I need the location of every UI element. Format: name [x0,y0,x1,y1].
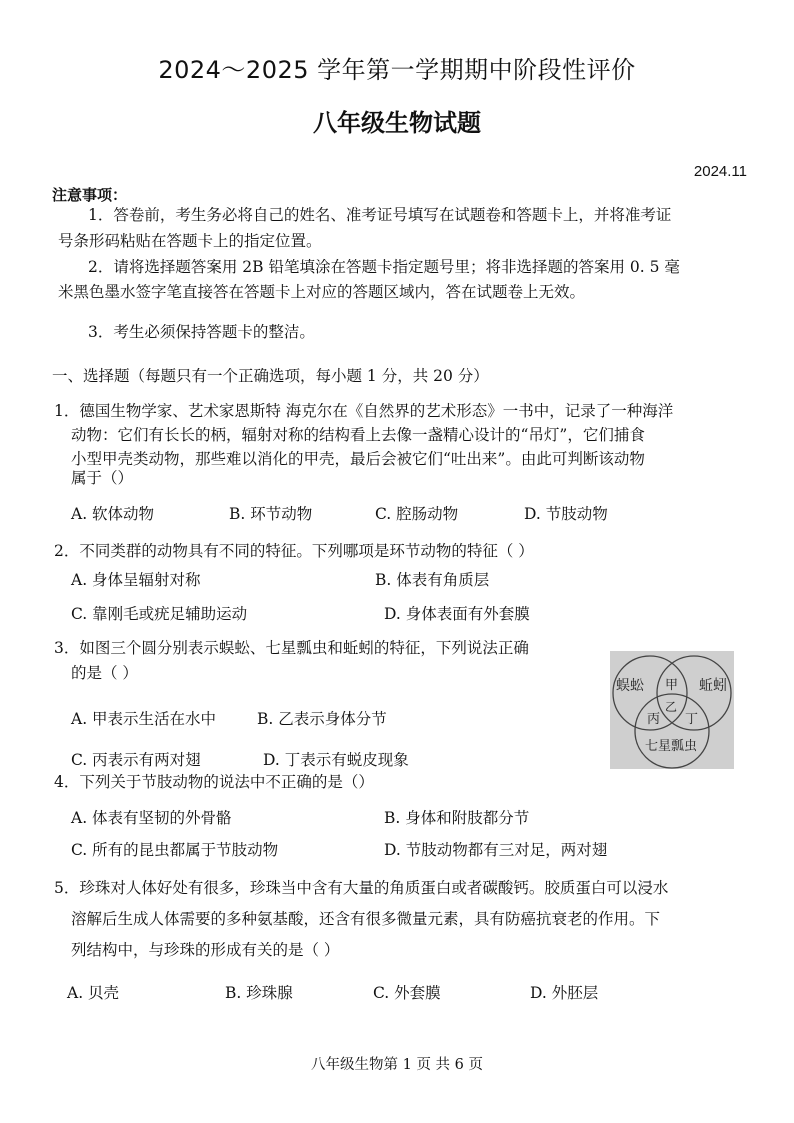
q3-line-2: 的是（ ） [71,664,138,682]
page-footer: 八年级生物第 1 页 共 6 页 [311,1057,483,1073]
venn-region-bing: 丙 [647,712,661,727]
q4-option-a: A. 体表有坚韧的外骨骼 [71,809,232,827]
notice-item-1-line-1: 1．答卷前，考生务必将自己的姓名、准考证号填写在试题卷和答题卡上，并将准考证 [88,206,672,224]
q2-option-c: C. 靠刚毛或疣足辅助运动 [71,605,248,623]
notice-heading: 注意事项： [52,186,128,204]
q3-option-d: D. 丁表示有蜕皮现象 [263,751,409,769]
q1-line-3: 小型甲壳类动物，那些难以消化的甲壳，最后会被它们“吐出来”。由此可判断该动物 [71,450,645,468]
section-1-heading: 一、选择题（每题只有一个正确选项，每小题 1 分，共 20 分） [52,367,489,385]
q3-option-c: C. 丙表示有两对翅 [71,751,201,769]
q3-option-b: B. 乙表示身体分节 [257,710,387,728]
q1-option-d: D. 节肢动物 [524,505,608,523]
notice-item-1-line-2: 号条形码粘贴在答题卡上的指定位置。 [58,232,322,250]
q1-option-a: A. 软体动物 [71,505,155,523]
q4-line-1: 4．下列关于节肢动物的说法中不正确的是（） [54,773,374,791]
exam-date: 2024.11 [693,163,747,180]
exam-title: 2024～2025 学年第一学期期中阶段性评价 [158,56,636,84]
q2-line-1: 2．不同类群的动物具有不同的特征。下列哪项是环节动物的特征（ ） [54,542,534,560]
exam-subtitle: 八年级生物试题 [313,109,481,137]
venn-region-ding: 丁 [685,712,699,727]
venn-label-right: 蚯蚓 [699,678,727,694]
q5-option-a: A. 贝壳 [67,984,120,1002]
q5-line-3: 列结构中，与珍珠的形成有关的是（ ） [71,941,340,959]
venn-label-left: 蜈蚣 [616,678,644,694]
q3-option-a: A. 甲表示生活在水中 [71,710,217,728]
notice-item-3: 3．考生必须保持答题卡的整洁。 [88,323,315,341]
q5-line-1: 5．珍珠对人体好处有很多，珍珠当中含有大量的角质蛋白或者碳酸钙。胶质蛋白可以浸水 [54,879,669,897]
notice-item-2-line-2: 米黑色墨水签字笔直接答在答题卡上对应的答题区域内，答在试题卷上无效。 [58,283,586,301]
q2-option-d: D. 身体表面有外套膜 [384,605,530,623]
q5-option-d: D. 外胚层 [530,984,599,1002]
venn-circles [610,651,734,769]
q2-option-a: A. 身体呈辐射对称 [71,571,201,589]
venn-label-bottom: 七星瓢虫 [645,739,698,754]
q4-option-b: B. 身体和附肢都分节 [384,809,530,827]
q1-option-b: B. 环节动物 [229,505,313,523]
venn-diagram [610,651,734,769]
venn-region-yi: 乙 [665,700,678,714]
q1-line-4: 属于（） [71,469,134,487]
q5-option-b: B. 珍珠腺 [225,984,293,1002]
q1-option-c: C. 腔肠动物 [375,505,459,523]
notice-item-2-line-1: 2．请将选择题答案用 2B 铅笔填涂在答题卡指定题号里；将非选择题的答案用 0. 5 毫 [88,258,680,276]
q5-option-c: C. 外套膜 [373,984,441,1002]
q5-line-2: 溶解后生成人体需要的多种氨基酸，还含有很多微量元素，具有防癌抗衰老的作用。下 [71,910,661,928]
q4-option-c: C. 所有的昆虫都属于节肢动物 [71,841,279,859]
venn-region-jia: 甲 [665,678,679,693]
q3-line-1: 3．如图三个圆分别表示蜈蚣、七星瓢虫和蚯蚓的特征，下列说法正确 [54,639,529,657]
q2-option-b: B. 体表有角质层 [375,571,490,589]
q1-line-1: 1．德国生物学家、艺术家恩斯特 海克尔在《自然界的艺术形态》一书中，记录了一种海洋 [54,402,674,420]
q1-line-2: 动物：它们有长长的柄，辐射对称的结构看上去像一盏精心设计的“吊灯”，它们捕食 [71,426,645,444]
q4-option-d: D. 节肢动物都有三对足，两对翅 [384,841,608,859]
